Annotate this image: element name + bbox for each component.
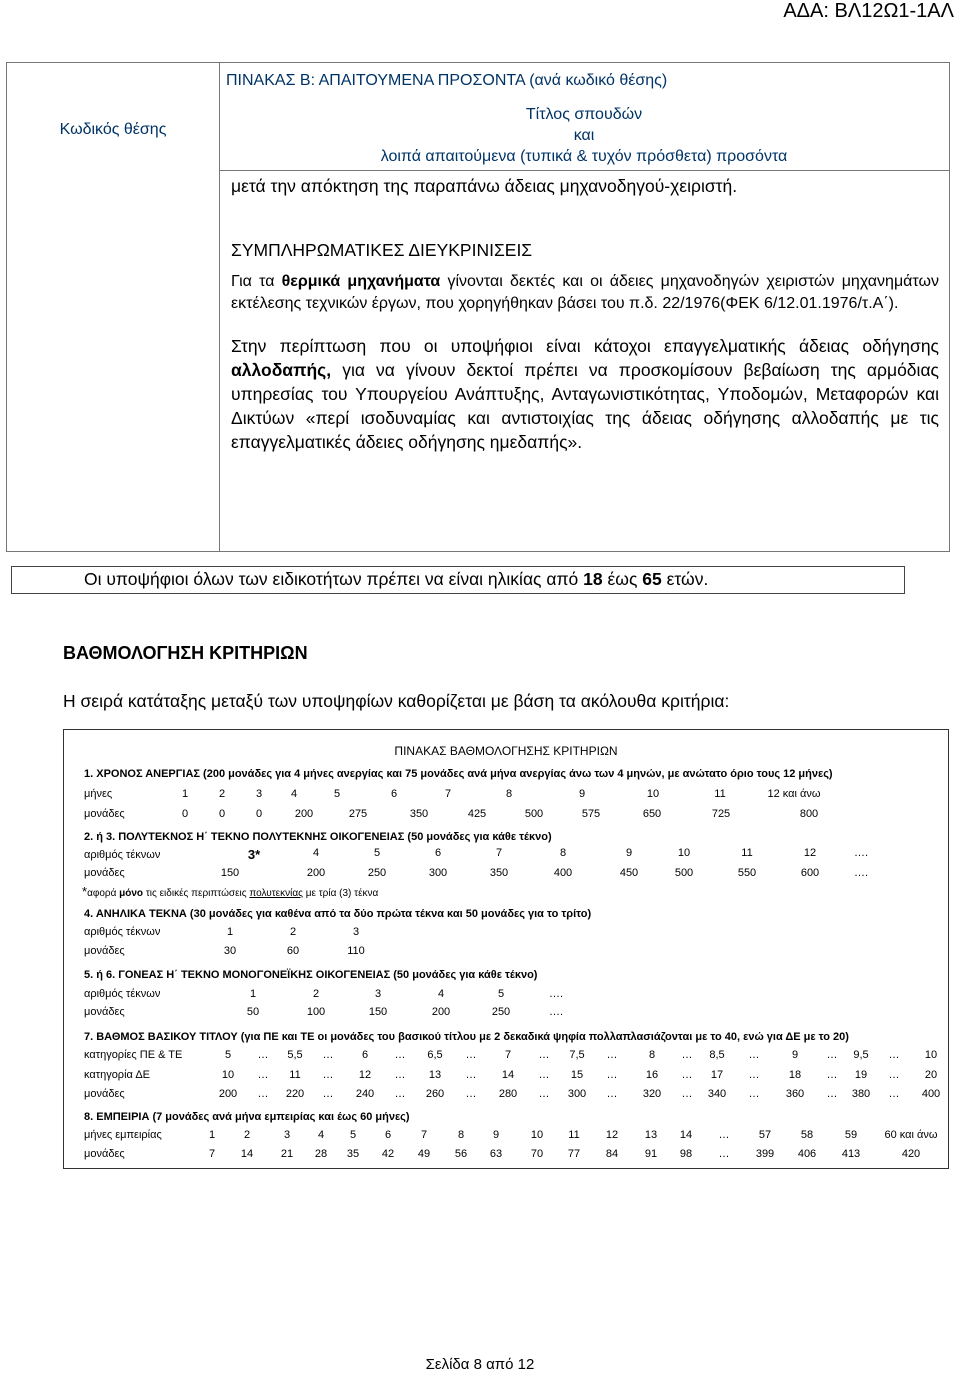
table-cell: 150 <box>220 867 240 879</box>
table-cell: 6 <box>384 1129 392 1141</box>
table-cell: … <box>888 1088 900 1100</box>
table-cell: 100 <box>306 1006 326 1018</box>
table-cell: 10 <box>221 1069 235 1081</box>
table-cell: 600 <box>800 867 820 879</box>
table-cell: 4 <box>312 847 320 859</box>
min-age: 18 <box>583 569 603 589</box>
table-cell: 550 <box>737 867 757 879</box>
table-cell: … <box>888 1049 900 1061</box>
table-cell: 13 <box>644 1129 658 1141</box>
table-cell: 2 <box>243 1129 251 1141</box>
table-cell: 8 <box>559 847 567 859</box>
emphasis: θερμικά μηχανήματα <box>281 273 441 290</box>
text: ετών. <box>661 569 709 589</box>
table-cell: 49 <box>417 1148 431 1160</box>
table-cell: … <box>465 1088 477 1100</box>
row-label: μονάδες <box>84 867 125 879</box>
row-label: κατηγορία ΔΕ <box>84 1069 150 1081</box>
header-divider <box>219 170 949 171</box>
table-cell: …. <box>548 1006 564 1018</box>
criterion-5-title: 5. ή 6. ΓΟΝΕΑΣ Η΄ ΤΕΚΝΟ ΜΟΝΟΓΟΝΕΪΚΗΣ ΟΙΚΟΓΕΝΕΙΑΣ (50 μονάδες για κάθε τέκνο) <box>84 969 538 981</box>
table-title: ΠΙΝΑΚΑΣ Β: ΑΠΑΙΤΟΥΜΕΝΑ ΠΡΟΣΟΝΤΑ (ανά κωδικό θέσης) <box>226 72 668 89</box>
table-cell: … <box>394 1088 406 1100</box>
table-cell: … <box>826 1088 838 1100</box>
table-cell: 340 <box>707 1088 727 1100</box>
criterion-2-footnote <box>82 884 378 899</box>
table-cell: 7,5 <box>569 1049 585 1061</box>
table-cell: … <box>394 1069 406 1081</box>
text: έως <box>602 569 643 589</box>
table-cell: 8 <box>457 1129 465 1141</box>
table-cell: 42 <box>381 1148 395 1160</box>
table-cell: … <box>826 1049 838 1061</box>
table-cell: … <box>681 1049 693 1061</box>
table-cell: … <box>606 1049 618 1061</box>
table-cell: 10 <box>530 1129 544 1141</box>
table-cell: 5 <box>333 788 341 800</box>
table-cell: 12 <box>803 847 817 859</box>
section-intro: Η σειρά κατάταξης μεταξύ των υποψηφίων καθορίζεται με βάση τα ακόλουθα κριτήρια: <box>63 691 730 711</box>
table-cell: 7 <box>208 1148 216 1160</box>
table-cell: 12 <box>358 1069 372 1081</box>
table-cell: 413 <box>841 1148 861 1160</box>
row-label: μονάδες <box>84 1006 125 1018</box>
table-cell: 50 <box>246 1006 260 1018</box>
table-cell: 4 <box>290 788 298 800</box>
table-cell: 8,5 <box>709 1049 725 1061</box>
table-cell: 5 <box>224 1049 232 1061</box>
table-cell: 200 <box>306 867 326 879</box>
row-label: μήνες εμπειρίας <box>84 1129 162 1141</box>
table-cell: 0 <box>255 808 263 820</box>
scoring-table <box>63 729 949 1169</box>
table-cell: 1 <box>208 1129 216 1141</box>
table-cell: 220 <box>285 1088 305 1100</box>
table-cell: 4 <box>317 1129 325 1141</box>
table-cell: 400 <box>553 867 573 879</box>
table-cell: … <box>257 1049 269 1061</box>
scoring-table-title: ΠΙΝΑΚΑΣ ΒΑΘΜΟΛΟΓΗΣΗΣ ΚΡΙΤΗΡΙΩΝ <box>394 744 618 758</box>
table-cell: 35 <box>346 1148 360 1160</box>
table-cell: 240 <box>355 1088 375 1100</box>
text: γίνονται δεκτές και οι άδειες μηχανοδηγών χειριστών μηχανημάτων εκτέλεσης τεχνικών έργων, που χορηγήθηκαν βάσει του π.δ. 22/1976(ΦΕΚ 6/12.01.1976/τ.Α΄). <box>231 273 939 312</box>
table-cell: 399 <box>755 1148 775 1160</box>
table-cell: … <box>826 1069 838 1081</box>
table-cell: … <box>257 1088 269 1100</box>
table-cell: 0 <box>218 808 226 820</box>
requirements-table <box>6 62 950 552</box>
table-cell: 6 <box>361 1049 369 1061</box>
table-cell: 250 <box>367 867 387 879</box>
table-cell: … <box>465 1069 477 1081</box>
table-cell: 91 <box>644 1148 658 1160</box>
table-cell: 9 <box>791 1049 799 1061</box>
table-cell: 350 <box>489 867 509 879</box>
foreign-license-paragraph <box>231 334 939 454</box>
table-cell: … <box>681 1088 693 1100</box>
table-cell: 7 <box>504 1049 512 1061</box>
table-cell: 650 <box>642 808 662 820</box>
table-cell: 8 <box>505 788 513 800</box>
table-cell: 12 και άνω <box>767 788 821 800</box>
table-cell: 5 <box>373 847 381 859</box>
table-cell: 59 <box>844 1129 858 1141</box>
table-cell: 84 <box>605 1148 619 1160</box>
table-cell: … <box>322 1049 334 1061</box>
underline-text: πολυτεκνίας <box>249 888 303 899</box>
table-cell: 14 <box>240 1148 254 1160</box>
table-cell: 300 <box>567 1088 587 1100</box>
row-label: μήνες <box>84 788 113 800</box>
document-code: ΑΔΑ: ΒΛ12Ω1-1ΑΛ <box>783 0 954 22</box>
table-cell: 280 <box>498 1088 518 1100</box>
table-cell: 200 <box>218 1088 238 1100</box>
table-cell: 2 <box>218 788 226 800</box>
table-cell: … <box>888 1069 900 1081</box>
table-cell: 200 <box>431 1006 451 1018</box>
table-cell: 7 <box>444 788 452 800</box>
table-cell: 110 <box>347 945 365 957</box>
table-cell: 60 <box>286 945 300 957</box>
table-cell: 57 <box>758 1129 772 1141</box>
criterion-4-title: 4. ΑΝΗΛΙΚΑ ΤΕΚΝΑ (30 μονάδες για καθένα από τα δύο πρώτα τέκνα και 50 μονάδες για το τρίτο) <box>84 908 592 920</box>
table-cell: … <box>718 1129 730 1141</box>
table-cell: 500 <box>674 867 694 879</box>
table-cell: 10 <box>677 847 691 859</box>
table-cell: 56 <box>454 1148 468 1160</box>
emphasis: μόνο <box>119 888 144 899</box>
table-cell: 6,5 <box>427 1049 443 1061</box>
table-cell: 4 <box>437 988 445 1000</box>
table-cell: 360 <box>785 1088 805 1100</box>
table-cell: 63 <box>489 1148 503 1160</box>
table-cell: … <box>748 1069 760 1081</box>
table-cell: 425 <box>467 808 487 820</box>
text: τις ειδικές περιπτώσεις <box>143 888 250 899</box>
table-cell: 30 <box>223 945 237 957</box>
criterion-2-title: 2. ή 3. ΠΟΛΥΤΕΚΝΟΣ Η΄ ΤΕΚΝΟ ΠΟΛΥΤΕΚΝΗΣ ΟΙΚΟΓΕΝΕΙΑΣ (50 μονάδες για κάθε τέκνο) <box>84 831 552 843</box>
age-requirement <box>11 566 905 594</box>
table-cell: 11 <box>289 1069 301 1081</box>
table-cell: 2 <box>312 988 320 1000</box>
table-cell: 350 <box>409 808 429 820</box>
table-cell: 3 <box>283 1129 291 1141</box>
table-cell: 380 <box>851 1088 871 1100</box>
table-cell: 3 <box>374 988 382 1000</box>
text: Οι υποψήφιοι όλων των ειδικοτήτων πρέπει να είναι ηλικίας από <box>84 569 584 589</box>
table-cell: 10 <box>924 1049 938 1061</box>
table-cell: 70 <box>530 1148 544 1160</box>
table-cell: 260 <box>425 1088 445 1100</box>
table-cell: 400 <box>921 1088 941 1100</box>
max-age: 65 <box>642 569 662 589</box>
table-cell: …. <box>853 867 869 879</box>
table-cell: …. <box>853 847 869 859</box>
table-cell: 3* <box>247 847 261 862</box>
table-cell: 1 <box>181 788 189 800</box>
table-cell: 150 <box>368 1006 388 1018</box>
row-label: κατηγορίες ΠΕ & ΤΕ <box>84 1049 183 1061</box>
table-cell: 13 <box>428 1069 442 1081</box>
text: για να γίνουν δεκτοί πρέπει να προσκομίσουν βεβαίωση της αρμόδιας υπηρεσίας του Υπουργείου Ανάπτυξης, Ανταγωνιστικότητας, Υποδομών, Μεταφορών και Δικτύων «περί ισοδυναμίας και αντιστοιχίας της άδειας οδήγησης αλλοδαπής με τις επαγγελματικές άδειες οδήγησης ημεδαπής». <box>231 360 939 452</box>
table-cell: 420 <box>901 1148 921 1160</box>
table-cell: 9 <box>492 1129 500 1141</box>
table-cell: … <box>606 1069 618 1081</box>
text: αφορά <box>87 888 120 899</box>
table-cell: … <box>538 1049 550 1061</box>
table-cell: … <box>465 1049 477 1061</box>
table-cell: … <box>748 1049 760 1061</box>
table-cell: … <box>606 1088 618 1100</box>
table-cell: 15 <box>570 1069 584 1081</box>
row-label: μονάδες <box>84 945 125 957</box>
table-cell: 7 <box>420 1129 428 1141</box>
table-cell: 14 <box>501 1069 515 1081</box>
table-cell: … <box>394 1049 406 1061</box>
table-cell: 320 <box>642 1088 662 1100</box>
section-title: ΒΑΘΜΟΛΟΓΗΣΗ ΚΡΙΤΗΡΙΩΝ <box>63 643 308 663</box>
table-cell: 6 <box>390 788 398 800</box>
table-cell: 275 <box>348 808 368 820</box>
table-cell: 11 <box>714 788 726 800</box>
text: με τρία (3) τέκνα <box>302 888 379 899</box>
row-label: αριθμός τέκνων <box>84 849 161 861</box>
table-cell: 3 <box>255 788 263 800</box>
header-line: και <box>573 127 595 144</box>
table-cell: 250 <box>491 1006 511 1018</box>
table-cell: 500 <box>524 808 544 820</box>
table-cell: 2 <box>289 926 297 938</box>
table-cell: …. <box>548 988 564 1000</box>
page-number: Σελίδα 8 από 12 <box>425 1356 535 1373</box>
table-cell: 200 <box>294 808 314 820</box>
table-cell: … <box>538 1088 550 1100</box>
table-cell: 14 <box>679 1129 693 1141</box>
criterion-1-title: 1. ΧΡΟΝΟΣ ΑΝΕΡΓΙΑΣ (200 μονάδες για 4 μήνες ανεργίας και 75 μονάδες ανά μήνα ανεργίας άνω των 4 μηνών, με ανώτατο όριο τους 12 μήνες) <box>84 768 833 780</box>
table-cell: 5 <box>497 988 505 1000</box>
table-cell: 9 <box>578 788 586 800</box>
table-cell: 21 <box>280 1148 294 1160</box>
table-cell: … <box>748 1088 760 1100</box>
table-cell: 1 <box>226 926 234 938</box>
table-cell: 98 <box>679 1148 693 1160</box>
table-cell: … <box>718 1148 730 1160</box>
row-label: μονάδες <box>84 1088 125 1100</box>
table-cell: 58 <box>800 1129 814 1141</box>
table-cell: … <box>681 1069 693 1081</box>
table-cell: 5,5 <box>287 1049 303 1061</box>
row-label: μονάδες <box>84 1148 125 1160</box>
table-cell: 10 <box>646 788 660 800</box>
table-cell: 5 <box>349 1129 357 1141</box>
clarifications-title: ΣΥΜΠΛΗΡΩΜΑΤΙΚΕΣ ΔΙΕΥΚΡΙΝΙΣΕΙΣ <box>231 240 533 260</box>
table-cell: 7 <box>495 847 503 859</box>
table-cell: 16 <box>645 1069 659 1081</box>
table-cell: 0 <box>181 808 189 820</box>
table-cell: 3 <box>352 926 360 938</box>
table-cell: 11 <box>568 1129 580 1141</box>
column-header-qualifications <box>219 104 949 167</box>
criterion-7-title: 7. ΒΑΘΜΟΣ ΒΑΣΙΚΟΥ ΤΙΤΛΟΥ (για ΠΕ και ΤΕ οι μονάδες του βασικού τίτλου με 2 δεκαδικά ψηφία πολλαπλασιάζονται με το 40, ενώ για ΔΕ με το 20) <box>84 1031 849 1043</box>
table-cell: 28 <box>314 1148 328 1160</box>
table-cell: … <box>322 1069 334 1081</box>
table-cell: 12 <box>605 1129 619 1141</box>
table-cell: … <box>257 1069 269 1081</box>
table-cell: 725 <box>711 808 731 820</box>
body-text: μετά την απόκτηση της παραπάνω άδειας μηχανοδηγού-χειριστή. <box>231 176 738 196</box>
thermal-machines-paragraph <box>231 271 939 315</box>
table-cell: 1 <box>249 988 257 1000</box>
table-cell: 77 <box>567 1148 581 1160</box>
row-label: αριθμός τέκνων <box>84 988 161 1000</box>
table-cell: 9 <box>625 847 633 859</box>
table-cell: 19 <box>854 1069 868 1081</box>
table-cell: … <box>322 1088 334 1100</box>
table-cell: 60 και άνω <box>884 1129 938 1141</box>
table-cell: 8 <box>648 1049 656 1061</box>
text: Για τα <box>231 273 282 290</box>
table-cell: 18 <box>788 1069 802 1081</box>
table-cell: … <box>538 1069 550 1081</box>
header-line: Τίτλος σπουδών <box>525 106 643 123</box>
table-cell: 575 <box>581 808 601 820</box>
table-cell: 300 <box>428 867 448 879</box>
table-cell: 17 <box>710 1069 724 1081</box>
header-line: λοιπά απαιτούμενα (τυπικά & τυχόν πρόσθετα) προσόντα <box>380 148 788 165</box>
row-label: μονάδες <box>84 808 125 820</box>
table-cell: 800 <box>799 808 819 820</box>
table-cell: 11 <box>741 847 753 859</box>
criterion-8-title: 8. ΕΜΠΕΙΡΙΑ (7 μονάδες ανά μήνα εμπειρίας και έως 60 μήνες) <box>84 1111 410 1123</box>
table-cell: 9,5 <box>853 1049 869 1061</box>
emphasis: αλλοδαπής, <box>231 360 332 380</box>
qualifications-body <box>231 175 939 454</box>
table-cell: 6 <box>434 847 442 859</box>
asterisk: * <box>82 884 88 899</box>
table-cell: 450 <box>619 867 639 879</box>
table-cell: 406 <box>797 1148 817 1160</box>
row-label: αριθμός τέκνων <box>84 926 161 938</box>
table-cell: 20 <box>924 1069 938 1081</box>
column-header-code: Κωδικός θέσης <box>59 121 167 138</box>
text: Στην περίπτωση που οι υποψήφιοι είναι κάτοχοι επαγγελματικής άδειας οδήγησης <box>231 336 939 356</box>
